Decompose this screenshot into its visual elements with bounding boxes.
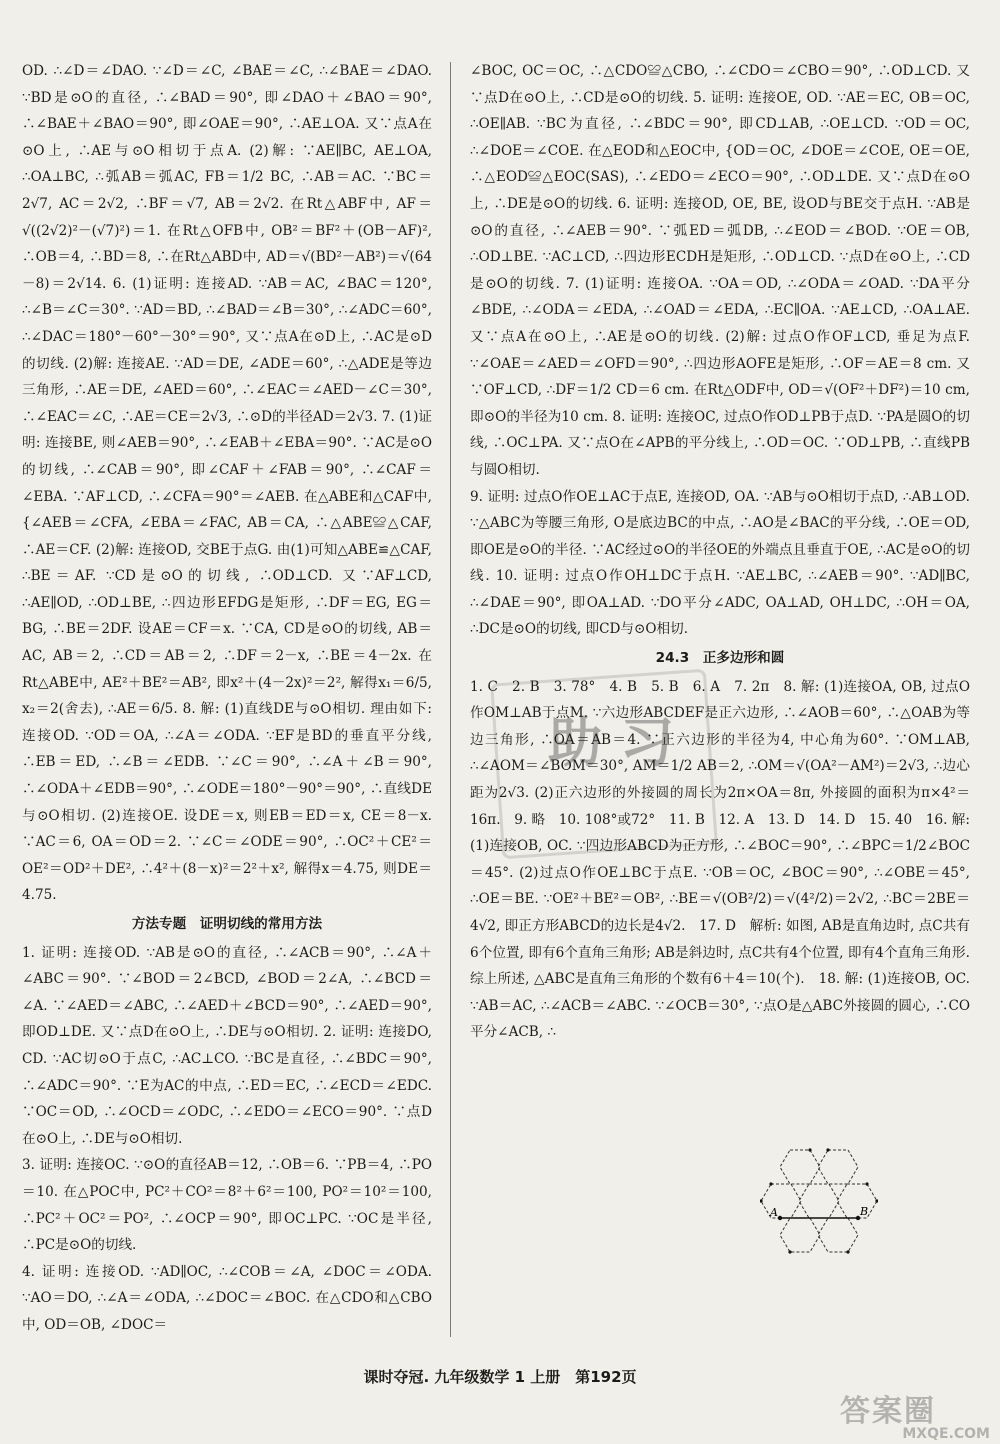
watermark-logo xyxy=(840,1386,990,1442)
point-a xyxy=(778,1216,782,1220)
right-paragraph: ∠BOC, OC＝OC, ∴△CDO≌△CBO, ∴∠CDO＝∠CBO＝90°, ∴OD⊥CD. 又∵点D在⊙O上, ∴CD是⊙O的切线. 5. 证明: 连接OE, OD. ∵AE＝EC, OB＝OC, ∴OE∥AB. ∵BC为直径, ∴∠BDC＝90°, 即CD⊥AB, ∴OE⊥CD. ∵OD＝OC, ∴∠DOE＝∠COE. 在△EOD和△EOC中, {OD＝OC, ∠DOE＝∠COE, OE＝OE, ∴△EOD≌△EOC(SAS), ∴∠EDO＝∠ECO＝90°, ∴OD⊥DE. 又∵点D在⊙O上, ∴DE是⊙O的切线. 6. 证明: 连接OD, OE, BE, 设OD与BE交于点H. ∵AB是⊙O的直径, ∴∠AEB＝90°. ∵弧ED＝弧DB, ∴∠EOD＝∠BOD. ∵OE＝OB, ∴OD⊥BE. ∵AC⊥CD, ∴四边形ECDH是矩形, ∴OD⊥CD. ∵点D在⊙O上, ∴CD是⊙O的切线. 7. (1)证明: 连接OA. ∵OA＝OD, ∴∠ODA＝∠OAD. ∵DA平分∠BDE, ∴∠ODA＝∠EDA, ∴∠OAD＝∠EDA, ∴EC∥OA. ∵AE⊥CD, ∴OA⊥AE. 又∵点A在⊙O上, ∴AE是⊙O的切线. (2)解: 过点O作OF⊥CD, 垂足为点F. ∵∠OAE＝∠AED＝∠OFD＝90°, ∴四边形AOFE是矩形, ∴OF＝AE＝8 cm. 又∵OF⊥CD, ∴DF＝1/2 CD＝6 cm. 在Rt△ODF中, OD＝√(OF²＋DF²)＝10 cm, 即⊙O的半径为10 cm. 8. 证明: 连接OC, 过点O作OD⊥PB于点D. ∵PA是圆O的切线, ∴OC⊥PA. 又∵点O在∠APB的平分线上, ∴OD＝OC. ∵OD⊥PB, ∴直线PB与圆O相切. xyxy=(470,63,970,478)
left-column xyxy=(22,58,432,1339)
column-divider xyxy=(450,62,451,1337)
left-section-paragraph: 4. 证明: 连接OD. ∵AD∥OC, ∴∠COB＝∠A, ∠DOC＝∠ODA. ∵AO＝DO, ∴∠A＝∠ODA, ∴∠DOC＝∠BOC. 在△CDO和△CBO中, OD＝OB, ∠DOC＝ xyxy=(22,1263,432,1333)
section-heading-method: 方法专题 证明切线的常用方法 xyxy=(131,916,323,932)
grid-point xyxy=(808,1148,811,1151)
hexagon-cell xyxy=(837,1184,877,1218)
grid-point xyxy=(865,1182,868,1185)
grid-point xyxy=(788,1250,791,1253)
watermark-text: 答案圈 xyxy=(840,1394,936,1429)
hexagon-cell xyxy=(818,1150,858,1184)
right-paragraph: 9. 证明: 过点O作OE⊥AC于点E, 连接OD, OA. ∵AB与⊙O相切于点D, ∴AB⊥OD. ∵△ABC为等腰三角形, O是底边BC的中点, ∴AO是∠BAC的平分线, ∴OE＝OD, 即OE是⊙O的半径. ∵AC经过⊙O的半径OE的外端点且垂直于OE, ∴AC是⊙O的切线. 10. 证明: 过点O作OH⊥DC于点H. ∵AE⊥BC, ∴∠AEB＝90°. ∵AD∥BC, ∴∠DAE＝90°, 即OA⊥AD. ∵DO平分∠ADC, OA⊥AD, OH⊥DC, ∴OH＝OA, ∴DC是⊙O的切线, 即CD与⊙O相切. xyxy=(470,488,970,638)
grid-point xyxy=(826,1148,829,1151)
hexagon-cell xyxy=(780,1218,820,1252)
hexagon-cell xyxy=(818,1218,858,1252)
right-column xyxy=(470,58,970,1046)
left-section-paragraph: 3. 证明: 连接OC. ∵⊙O的直径AB＝12, ∴OB＝6. ∵PB＝4, ∴PO＝10. 在△POC中, PC²＋CO²＝8²＋6²＝100, PO²＝10²＝100, ∴PC²＋OC²＝PO², ∴∠OCP＝90°, 即OC⊥PC. ∵OC是半径, ∴PC是⊙O的切线. xyxy=(22,1157,432,1254)
hexagon-figure xyxy=(760,1144,878,1256)
section-heading-polygon: 24.3 正多边形和圆 xyxy=(655,650,785,667)
label-b: B xyxy=(860,1205,869,1218)
page-footer: 课时夺冠. 九年级数学 1 上册 第192页 xyxy=(363,1368,637,1386)
grid-point xyxy=(846,1250,849,1253)
hexagon-cell xyxy=(780,1150,820,1184)
right-section-paragraph: 1. C 2. B 3. 78° 4. B 5. B 6. A 7. 2π 8. 解: (1)连接OA, OB, 过点O作OM⊥AB于点M. ∵六边形ABCDEF是正六边形, ∴∠AOB＝60°, ∴△OAB为等边三角形, ∴OA＝AB＝4. ∵正六边形的半径为4, 中心角为60°. ∵OM⊥AB, ∴∠AOM＝∠BOM＝30°, AM＝1/2 AB＝2, ∴OM＝√(OA²－AM²)＝2√3, ∴边心距为2√3. (2)正六边形的外接圆的周长为2π×OA＝8π, 外接圆的面积为π×4²＝16π. 9. 略 10. 108°或72° 11. B 12. A 13. D 14. D 15. 40 16. 解: (1)连接OB, OC. ∵四边形ABCD为正方形, ∴∠BOC＝90°, ∴∠BPC＝1/2∠BOC＝45°. (2)过点O作OE⊥BC于点E. ∵OB＝OC, ∠BOC＝90°, ∴∠OBE＝45°, ∴OE＝BE. ∵OE²＋BE²＝OB², ∴BE＝√(OB²/2)＝√(4²/2)＝2√2, ∴BC＝2BE＝4√2, 即正方形ABCD的边长是4√2. 17. D 解析: 如图, AB是直角边时, 点C共有6个位置, 即有6个直角三角形; AB是斜边时, 点C共有4个位置, 即有4个直角三角形. 综上所述, △ABC是直角三角形的个数有6＋4＝10(个). 18. 解: (1)连接OB, OC. ∵AB＝AC, ∴∠ACB＝∠ABC. ∵∠OCB＝30°, ∵点O是△ABC外接圆的圆心, ∴CO平分∠ACB, ∴ xyxy=(470,678,970,1041)
watermark-site: MXQE.COM xyxy=(902,1426,990,1442)
label-a: A xyxy=(770,1206,778,1219)
hexagon-cell xyxy=(761,1184,801,1218)
left-paragraph: OD. ∴∠D＝∠DAO. ∵∠D＝∠C, ∠BAE＝∠C, ∴∠BAE＝∠DAO. ∵BD是⊙O的直径, ∴∠BAD＝90°, 即∠DAO＋∠BAO＝90°, ∴∠BAE＋∠BAO＝90°, 即∠OAE＝90°, ∴AE⊥OA. 又∵点A在⊙O上, ∴AE与⊙O相切于点A. (2)解: ∵AE∥BC, AE⊥OA, ∴OA⊥BC, ∴弧AB＝弧AC, FB＝1/2 BC, ∴AB＝AC. ∵BC＝2√7, AC＝2√2, ∴BF＝√7, AB＝2√2. 在Rt△ABF中, AF＝√((2√2)²－(√7)²)＝1. 在Rt△OFB中, OB²＝BF²＋(OB－AF)², ∴OB＝4, ∴BD＝8, ∴在Rt△ABD中, AD＝√(BD²－AB²)＝√(64－8)＝2√14. 6. (1)证明: 连接AD. ∵AB＝AC, ∠BAC＝120°, ∴∠B＝∠C＝30°. ∵AD＝BD, ∴∠BAD＝∠B＝30°, ∴∠ADC＝60°, ∴∠DAC＝180°－60°－30°＝90°, 又∵点A在⊙D上, ∴AC是⊙D的切线. (2)解: 连接AE. ∵AD＝DE, ∠ADE＝60°, ∴△ADE是等边三角形, ∴AE＝DE, ∠AED＝60°, ∴∠EAC＝∠AED－∠C＝30°, ∴∠EAC＝∠C, ∴AE＝CE＝2√3, ∴⊙D的半径AD＝2√3. 7. (1)证明: 连接BE, 则∠AEB＝90°, ∴∠EAB＋∠EBA＝90°. ∵AC是⊙O的切线, ∴∠CAB＝90°, 即∠CAF＋∠FAB＝90°, ∴∠CAF＝∠EBA. ∵AF⊥CD, ∴∠CFA＝90°＝∠AEB. 在△ABE和△CAF中, {∠AEB＝∠CFA, ∠EBA＝∠FAC, AB＝CA, ∴△ABE≌△CAF, ∴AE＝CF. (2)解: 连接OD, 交BE于点G. 由(1)可知△ABE≌△CAF, ∴BE＝AF. ∵CD是⊙O的切线, ∴OD⊥CD. 又∵AF⊥CD, ∴AE∥OD, ∴OD⊥BE, ∴四边形EFDG是矩形, ∴DF＝EG, EG＝BG, ∴BE＝2DF. 设AE＝CF＝x. ∵CA, CD是⊙O的切线, AB＝AC, AB＝2, ∴CD＝AB＝2, ∴DF＝2－x, ∴BE＝4－2x. 在Rt△ABE中, AE²＋BE²＝AB², 即x²＋(4－2x)²＝2², 解得x₁＝6/5, x₂＝2(舍去), ∴AE＝6/5. 8. 解: (1)直线DE与⊙O相切. 理由如下: 连接OD. ∵OD＝OA, ∴∠A＝∠ODA. ∵EF是BD的垂直平分线, ∴EB＝ED, ∴∠B＝∠EDB. ∵∠C＝90°, ∴∠A＋∠B＝90°, ∴∠ODA＋∠EDB＝90°, ∴∠ODE＝180°－90°＝90°, ∴直线DE与⊙O相切. (2)连接OE. 设DE＝x, 则EB＝ED＝x, CE＝8－x. ∵AC＝6, OA＝OD＝2. ∵∠C＝∠ODE＝90°, ∴OC²＋CE²＝OE²＝OD²＋DE², ∴4²＋(8－x)²＝2²＋x², 解得x＝4.75, 则DE＝4.75. xyxy=(22,63,432,904)
hexagon-cell xyxy=(799,1184,839,1218)
grid-point xyxy=(769,1182,772,1185)
stamp-text: 助习 xyxy=(548,711,692,774)
left-section-paragraph: 1. 证明: 连接OD. ∵AB是⊙O的直径, ∴∠ACB＝90°, ∴∠A＋∠ABC＝90°. ∵∠BOD＝2∠BCD, ∠BOD＝2∠A, ∴∠BCD＝∠A. ∵∠AED＝∠ABC, ∴∠AED＋∠BCD＝90°, ∴∠AED＝90°, 即OD⊥DE. 又∵点D在⊙O上, ∴DE与⊙O相切. 2. 证明: 连接DO, CD. ∵AC切⊙O于点C, ∴AC⊥CO. ∵BC是直径, ∴∠BDC＝90°, ∴∠ADC＝90°. ∵E为AC的中点, ∴ED＝EC, ∴∠ECD＝∠EDC. ∵OC＝OD, ∴∠OCD＝∠ODC, ∴∠EDO＝∠ECO＝90°. ∵点D在⊙O上, ∴DE与⊙O相切. xyxy=(22,944,432,1147)
